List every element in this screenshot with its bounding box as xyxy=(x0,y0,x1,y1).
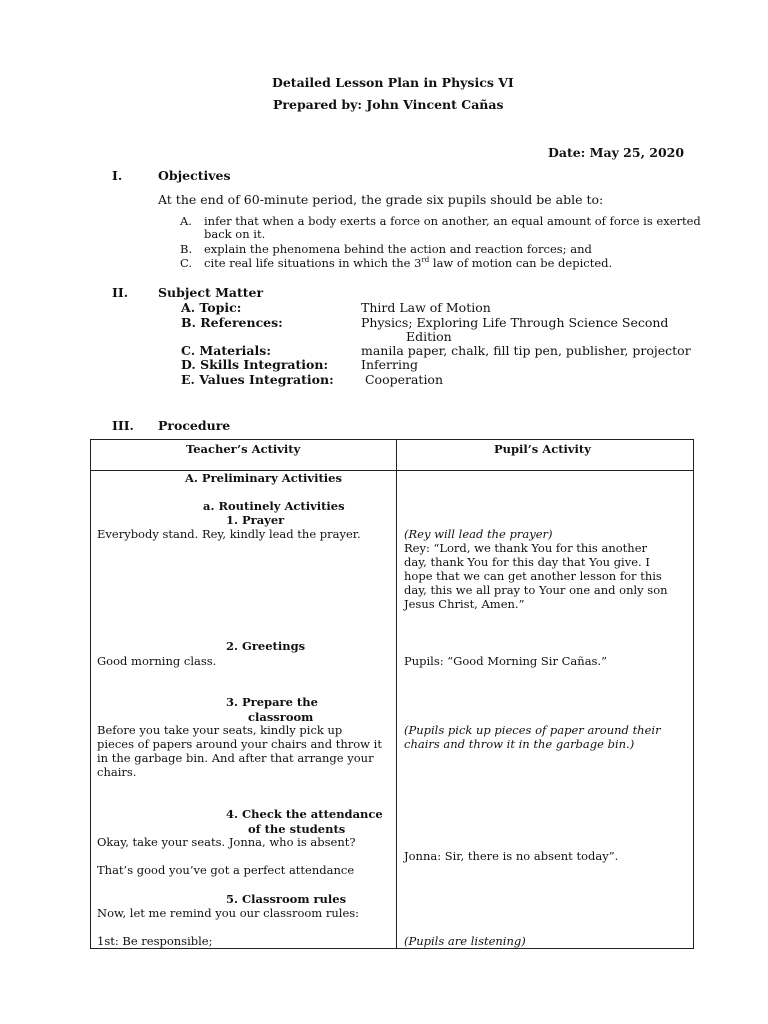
step-title: 2. Greetings xyxy=(226,639,306,653)
section-number: II. xyxy=(112,285,129,300)
objective-text: explain the phenomena behind the action and reaction forces; and xyxy=(204,242,592,256)
teacher-text: Before you take your seats, kindly pick up xyxy=(97,723,343,737)
list-marker: C. xyxy=(180,256,193,270)
subject-matter-heading: Subject Matter xyxy=(158,285,264,300)
pupil-column-header: Pupil’s Activity xyxy=(494,442,591,456)
subject-label: E. Values Integration: xyxy=(181,372,334,387)
teacher-column-header: Teacher’s Activity xyxy=(186,442,301,456)
subject-value: Edition xyxy=(406,329,452,344)
pupil-text: hope that we can get another lesson for this xyxy=(404,569,662,583)
document-title: Detailed Lesson Plan in Physics VI xyxy=(272,75,514,90)
step-title: of the students xyxy=(248,822,346,836)
pupil-text: Jonna: Sir, there is no absent today”. xyxy=(404,849,619,863)
header-divider xyxy=(90,470,694,471)
subject-label: B. References: xyxy=(181,315,283,330)
column-divider xyxy=(396,439,397,949)
pupil-text: Jesus Christ, Amen.” xyxy=(404,597,525,611)
subject-label: A. Topic: xyxy=(181,300,242,315)
teacher-text: That’s good you’ve got a perfect attendance xyxy=(97,863,355,877)
subject-label: D. Skills Integration: xyxy=(181,357,329,372)
teacher-text: Okay, take your seats. Jonna, who is absent? xyxy=(97,835,356,849)
subject-value: Inferring xyxy=(361,357,419,372)
teacher-text: pieces of papers around your chairs and throw it xyxy=(97,737,382,751)
lesson-date: Date: May 25, 2020 xyxy=(548,145,685,160)
objective-text: back on it. xyxy=(204,227,266,241)
subject-value: manila paper, chalk, fill tip pen, publisher, projector xyxy=(361,343,691,358)
section-number: III. xyxy=(112,418,134,433)
objectives-intro: At the end of 60-minute period, the grade six pupils should be able to: xyxy=(158,192,604,207)
subject-value: Physics; Exploring Life Through Science Second xyxy=(361,315,669,330)
teacher-text: 1st: Be responsible; xyxy=(97,934,213,948)
section-heading: A. Preliminary Activities xyxy=(185,471,342,485)
prepared-by: Prepared by: John Vincent Cañas xyxy=(273,97,504,112)
objective-text: cite real life situations in which the 3rd law of motion can be depicted. xyxy=(204,256,613,270)
objective-text: infer that when a body exerts a force on another, an equal amount of force is exerted xyxy=(204,214,701,228)
pupil-note: (Rey will lead the prayer) xyxy=(404,527,553,541)
step-title: 1. Prayer xyxy=(226,513,285,527)
pupil-text: chairs and throw it in the garbage bin.) xyxy=(404,737,635,751)
pupil-text: (Pupils pick up pieces of paper around their xyxy=(404,723,661,737)
subject-label: C. Materials: xyxy=(181,343,271,358)
step-title: 5. Classroom rules xyxy=(226,892,347,906)
list-marker: B. xyxy=(180,242,193,256)
step-title: 4. Check the attendance xyxy=(226,807,383,821)
pupil-text: Pupils: “Good Morning Sir Cañas.” xyxy=(404,654,607,668)
procedure-heading: Procedure xyxy=(158,418,231,433)
list-marker: A. xyxy=(180,214,192,228)
pupil-text: day, this we all pray to Your one and only son xyxy=(404,583,668,597)
teacher-text: chairs. xyxy=(97,765,137,779)
teacher-text: Good morning class. xyxy=(97,654,217,668)
objectives-heading: Objectives xyxy=(158,168,231,183)
subsection-heading: a. Routinely Activities xyxy=(203,499,345,513)
teacher-text: Now, let me remind you our classroom rules: xyxy=(97,906,360,920)
pupil-text: Rey: “Lord, we thank You for this another xyxy=(404,541,648,555)
pupil-text: day, thank You for this day that You give. I xyxy=(404,555,650,569)
step-title: 3. Prepare the xyxy=(226,695,318,709)
teacher-text: Everybody stand. Rey, kindly lead the prayer. xyxy=(97,527,361,541)
subject-value: Third Law of Motion xyxy=(361,300,491,315)
step-title: classroom xyxy=(248,710,314,724)
subject-value: Cooperation xyxy=(361,372,444,387)
section-number: I. xyxy=(112,168,123,183)
teacher-text: in the garbage bin. And after that arrange your xyxy=(97,751,374,765)
pupil-text: (Pupils are listening) xyxy=(404,934,526,948)
